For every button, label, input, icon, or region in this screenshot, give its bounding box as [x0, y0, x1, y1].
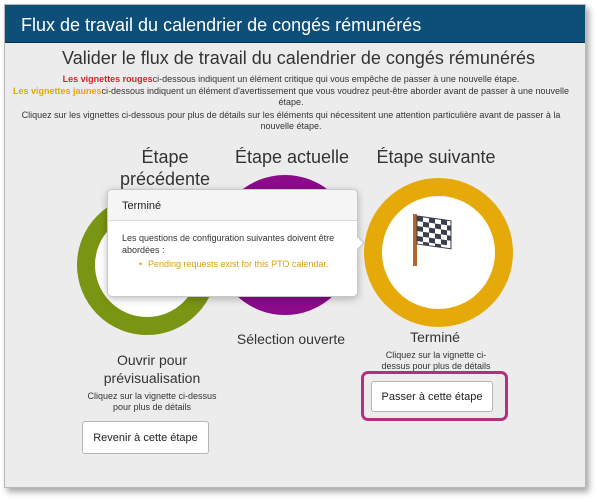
advance-button[interactable]: Passer à cette étape	[371, 381, 493, 412]
step-next-title: Étape suivante	[376, 147, 496, 167]
info-red-text: ci-dessous indiquent un élément critique qui vous empêche de passer à une nouvelle étape.	[152, 74, 520, 84]
step-previous-title: Étape précédente	[119, 147, 211, 189]
dialog-title: Flux de travail du calendrier de congés rémunérés	[5, 5, 585, 43]
info-click-line: Cliquez sur les vignettes ci-dessous pour plus de détails sur les éléments qui nécessitent une attention particulière avant de passer à la nouvelle étape.	[21, 110, 561, 131]
step-previous-label: Ouvrir pour prévisualisation	[103, 352, 201, 386]
popover-arrow	[357, 235, 365, 251]
info-yellow-line	[12, 86, 570, 108]
info-yellow-label: Les vignettes jaunes	[12, 86, 102, 96]
info-red-label: Les vignettes rouges	[62, 74, 153, 84]
info-red-line	[12, 74, 570, 85]
step-popover	[107, 189, 358, 297]
page-heading: Valider le flux de travail du calendrier de congés rémunérés	[62, 48, 535, 68]
step-next-hint: Cliquez sur la vignette ci-dessus pour plus de détails	[381, 350, 491, 371]
popover-text: Les questions de configuration suivantes doivent être abordées :	[122, 233, 335, 255]
info-yellow-text: ci-dessous indiquent un élément d'avertissement que vous voudrez peut-être aborder avant de passer à une nouvelle étape.	[101, 86, 570, 107]
checkered-flag-icon	[409, 212, 457, 273]
popover-item: • Pending requests exist for this PTO calendar.	[122, 258, 345, 271]
go-back-button[interactable]: Revenir à cette étape	[82, 421, 209, 454]
step-previous-hint: Cliquez sur la vignette ci-dessus pour plus de détails	[87, 391, 217, 412]
popover-title: Terminé	[108, 190, 357, 221]
step-current-title: Étape actuelle	[234, 147, 350, 167]
step-current-label: Sélection ouverte	[236, 331, 346, 347]
step-next-label: Terminé	[410, 329, 460, 345]
